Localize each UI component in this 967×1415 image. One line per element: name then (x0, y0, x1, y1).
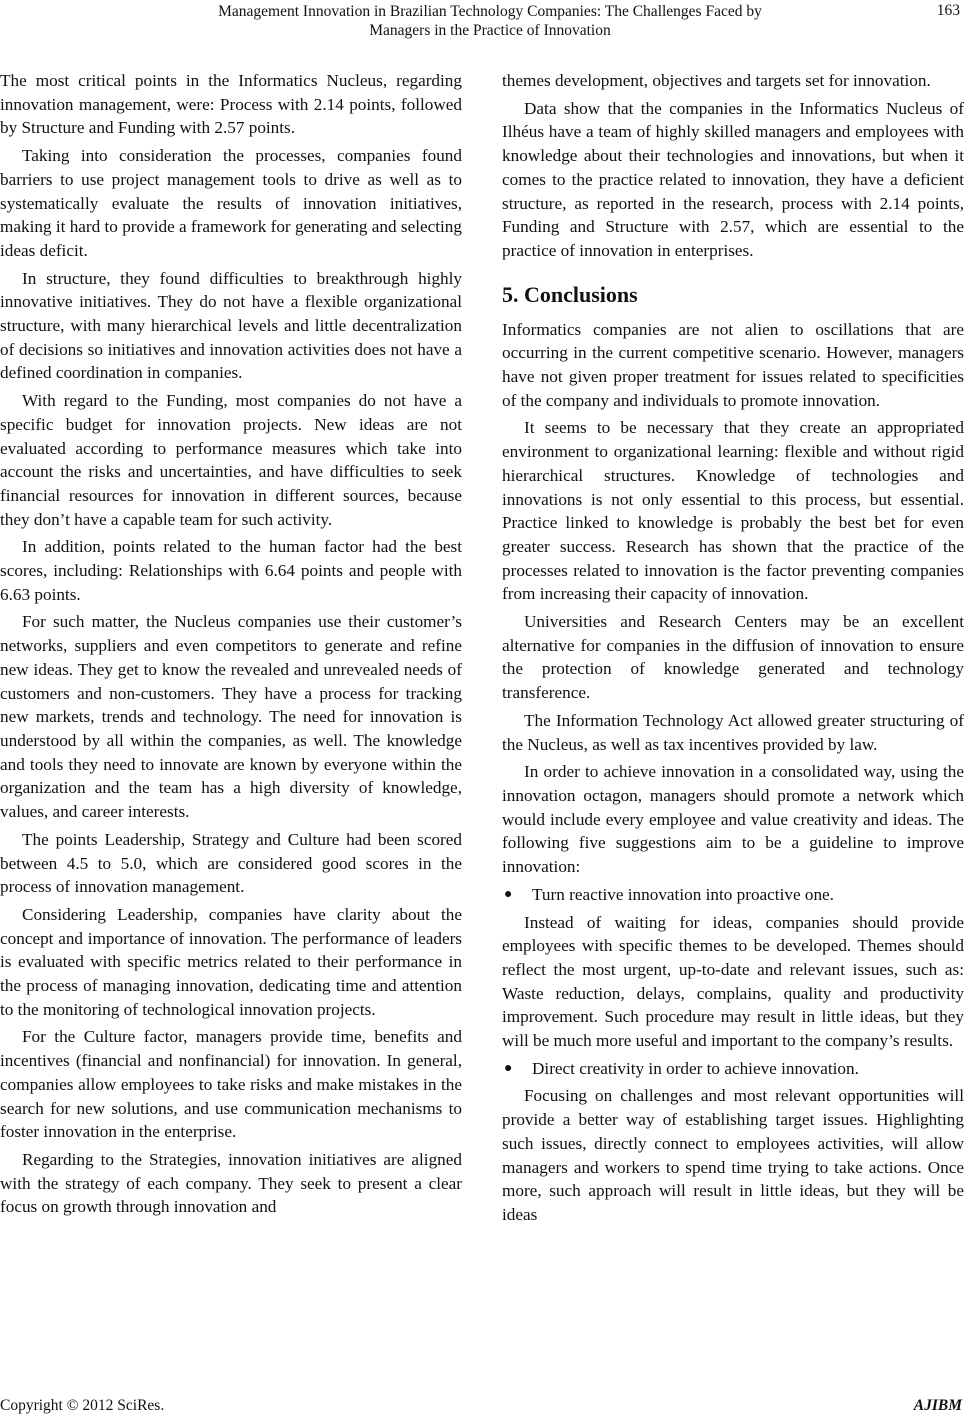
body-paragraph: In structure, they found difficulties to breakthrough highly innovative initiatives. They do not have a flexible organizational structure, with many hierarchical levels and little decentralization of decisions so initiatives and innovation activities does not have a defined coordination in companies. (0, 268, 462, 383)
bullet-dot-icon: ● (504, 886, 513, 902)
bullet-item (502, 883, 964, 907)
conclusion-paragraph: In order to achieve innovation in a consolidated way, using the innovation octagon, managers should promote a network which would include every employee and value creativity and ideas. The following five suggestions aim to be a guideline to improve innovation: (502, 762, 964, 877)
page-number: 163 (936, 2, 960, 19)
page-footer (0, 1385, 967, 1414)
journal-abbreviation: AJIBM (913, 1397, 962, 1414)
conclusion-paragraph: Informatics companies are not alien to oscillations that are occurring in the current competitive scenario. However, managers have not given proper treatment for issues related to specificities of the company and individuals to promote innovation. (502, 319, 964, 410)
page-header (0, 0, 967, 46)
body-paragraph: Taking into consideration the processes, companies found barriers to use project management tools to drive as well as to systematically evaluate the results of innovation initiatives, making it hard to provide a framework for generating and selecting ideas deficit. (0, 146, 462, 260)
running-title (150, 2, 830, 40)
conclusion-paragraph: Universities and Research Centers may be an excellent alternative for companies in the diffusion of innovation to ensure the protection of knowledge generated and technology transference. (502, 612, 964, 703)
body-paragraph: Focusing on challenges and most relevant opportunities will provide a better way of establishing target issues. Highlighting such issues, directly connect to employees activities, will allow managers and workers to spend time trying to take actions. Once more, such approach will result in little ideas, but they will be ideas (502, 1086, 964, 1224)
left-column (0, 69, 462, 1223)
bullet-text: Turn reactive innovation into proactive one. (532, 884, 834, 904)
bullet-item (502, 1057, 964, 1081)
body-paragraph: Considering Leadership, companies have clarity about the concept and importance of innovation. The performance of leaders is evaluated with specific metrics related to their performance in the process of managing innovation, dedicating time and attention to the monitoring of technological innovation projects. (0, 904, 462, 1019)
body-paragraph: For the Culture factor, managers provide time, benefits and incentives (financial and nonfinancial) for innovation. In general, companies allow employees to take risks and make mistakes in the search for new solutions, and use communication mechanisms to foster innovation in the enterprise. (0, 1027, 462, 1142)
running-title-line-1: Management Innovation in Brazilian Technology Companies: The Challenges Faced by (218, 3, 762, 20)
body-paragraph: Instead of waiting for ideas, companies should provide employees with specific themes to be developed. Themes should reflect the most urgent, up-to-date and relevant issues, such as: Waste reduction, delays, complains, quality and productivity improvement. Such procedure may result in little ideas, but they will be much more useful and important to the company’s results. (502, 912, 964, 1051)
body-paragraph: Regarding to the Strategies, innovation initiatives are aligned with the strategy of each company. They seek to present a clear focus on growth through innovation and (0, 1149, 462, 1217)
body-paragraph: The most critical points in the Informatics Nucleus, regarding innovation management, were: Process with 2.14 points, followed by Structure and Funding with 2.57 points. (0, 71, 462, 138)
conclusion-paragraph: It seems to be necessary that they create an appropriated environment to organizational learning: flexible and without rigid hierarchical structures. Knowledge of technologies and innovations is not only essential to this process, but essential. Practice linked to knowledge is probably the best bet for even greater success. Research has shown that the practice of the processes related to innovation is the factor preventing companies from increasing their capacity of innovation. (502, 418, 964, 604)
running-title-line-2: Managers in the Practice of Innovation (369, 22, 611, 39)
body-paragraph: Data show that the companies in the Informatics Nucleus of Ilhéus have a team of highly skilled managers and employees with knowledge about their technologies and innovations, but when it comes to the practice related to innovation, they have a deficient structure, as reported in the research, process with 2.14 points, Funding and Structure with 2.57, which are essential to the practice of innovation in enterprises. (502, 98, 964, 260)
body-paragraph: With regard to the Funding, most companies do not have a specific budget for innovation projects. New ideas are not evaluated according to performance measures which take into account the risks and uncertainties, and have difficulties to seek financial resources for innovation in different sources, because they don’t have a capable team for such activity. (0, 391, 462, 529)
continued-paragraph: themes development, objectives and targets set for innovation. (502, 71, 931, 90)
body-paragraph: For such matter, the Nucleus companies use their customer’s networks, suppliers and even competitors to generate and refine new ideas. They get to know the revealed and unrevealed needs of customers and non-customers. They have a process for tracking new markets, trends and technology. The need for innovation is understood by all within the companies, as well. The knowledge and tools they need to innovate are known by everyone within the organization and the team has a high diversity of knowledge, values, and career interests. (0, 612, 462, 822)
bullet-text: Direct creativity in order to achieve innovation. (532, 1058, 859, 1078)
right-column (502, 69, 964, 1231)
conclusion-paragraph: The Information Technology Act allowed greater structuring of the Nucleus, as well as tax incentives provided by law. (502, 710, 964, 754)
body-paragraph: The points Leadership, Strategy and Culture had been scored between 4.5 to 5.0, which are considered good scores in the process of innovation management. (0, 829, 462, 897)
body-paragraph: In addition, points related to the human factor had the best scores, including: Relationships with 6.64 points and people with 6.63 points. (0, 537, 462, 604)
bullet-dot-icon: ● (504, 1060, 513, 1076)
copyright-notice: Copyright © 2012 SciRes. (0, 1397, 165, 1414)
section-heading: 5. Conclusions (502, 281, 638, 307)
